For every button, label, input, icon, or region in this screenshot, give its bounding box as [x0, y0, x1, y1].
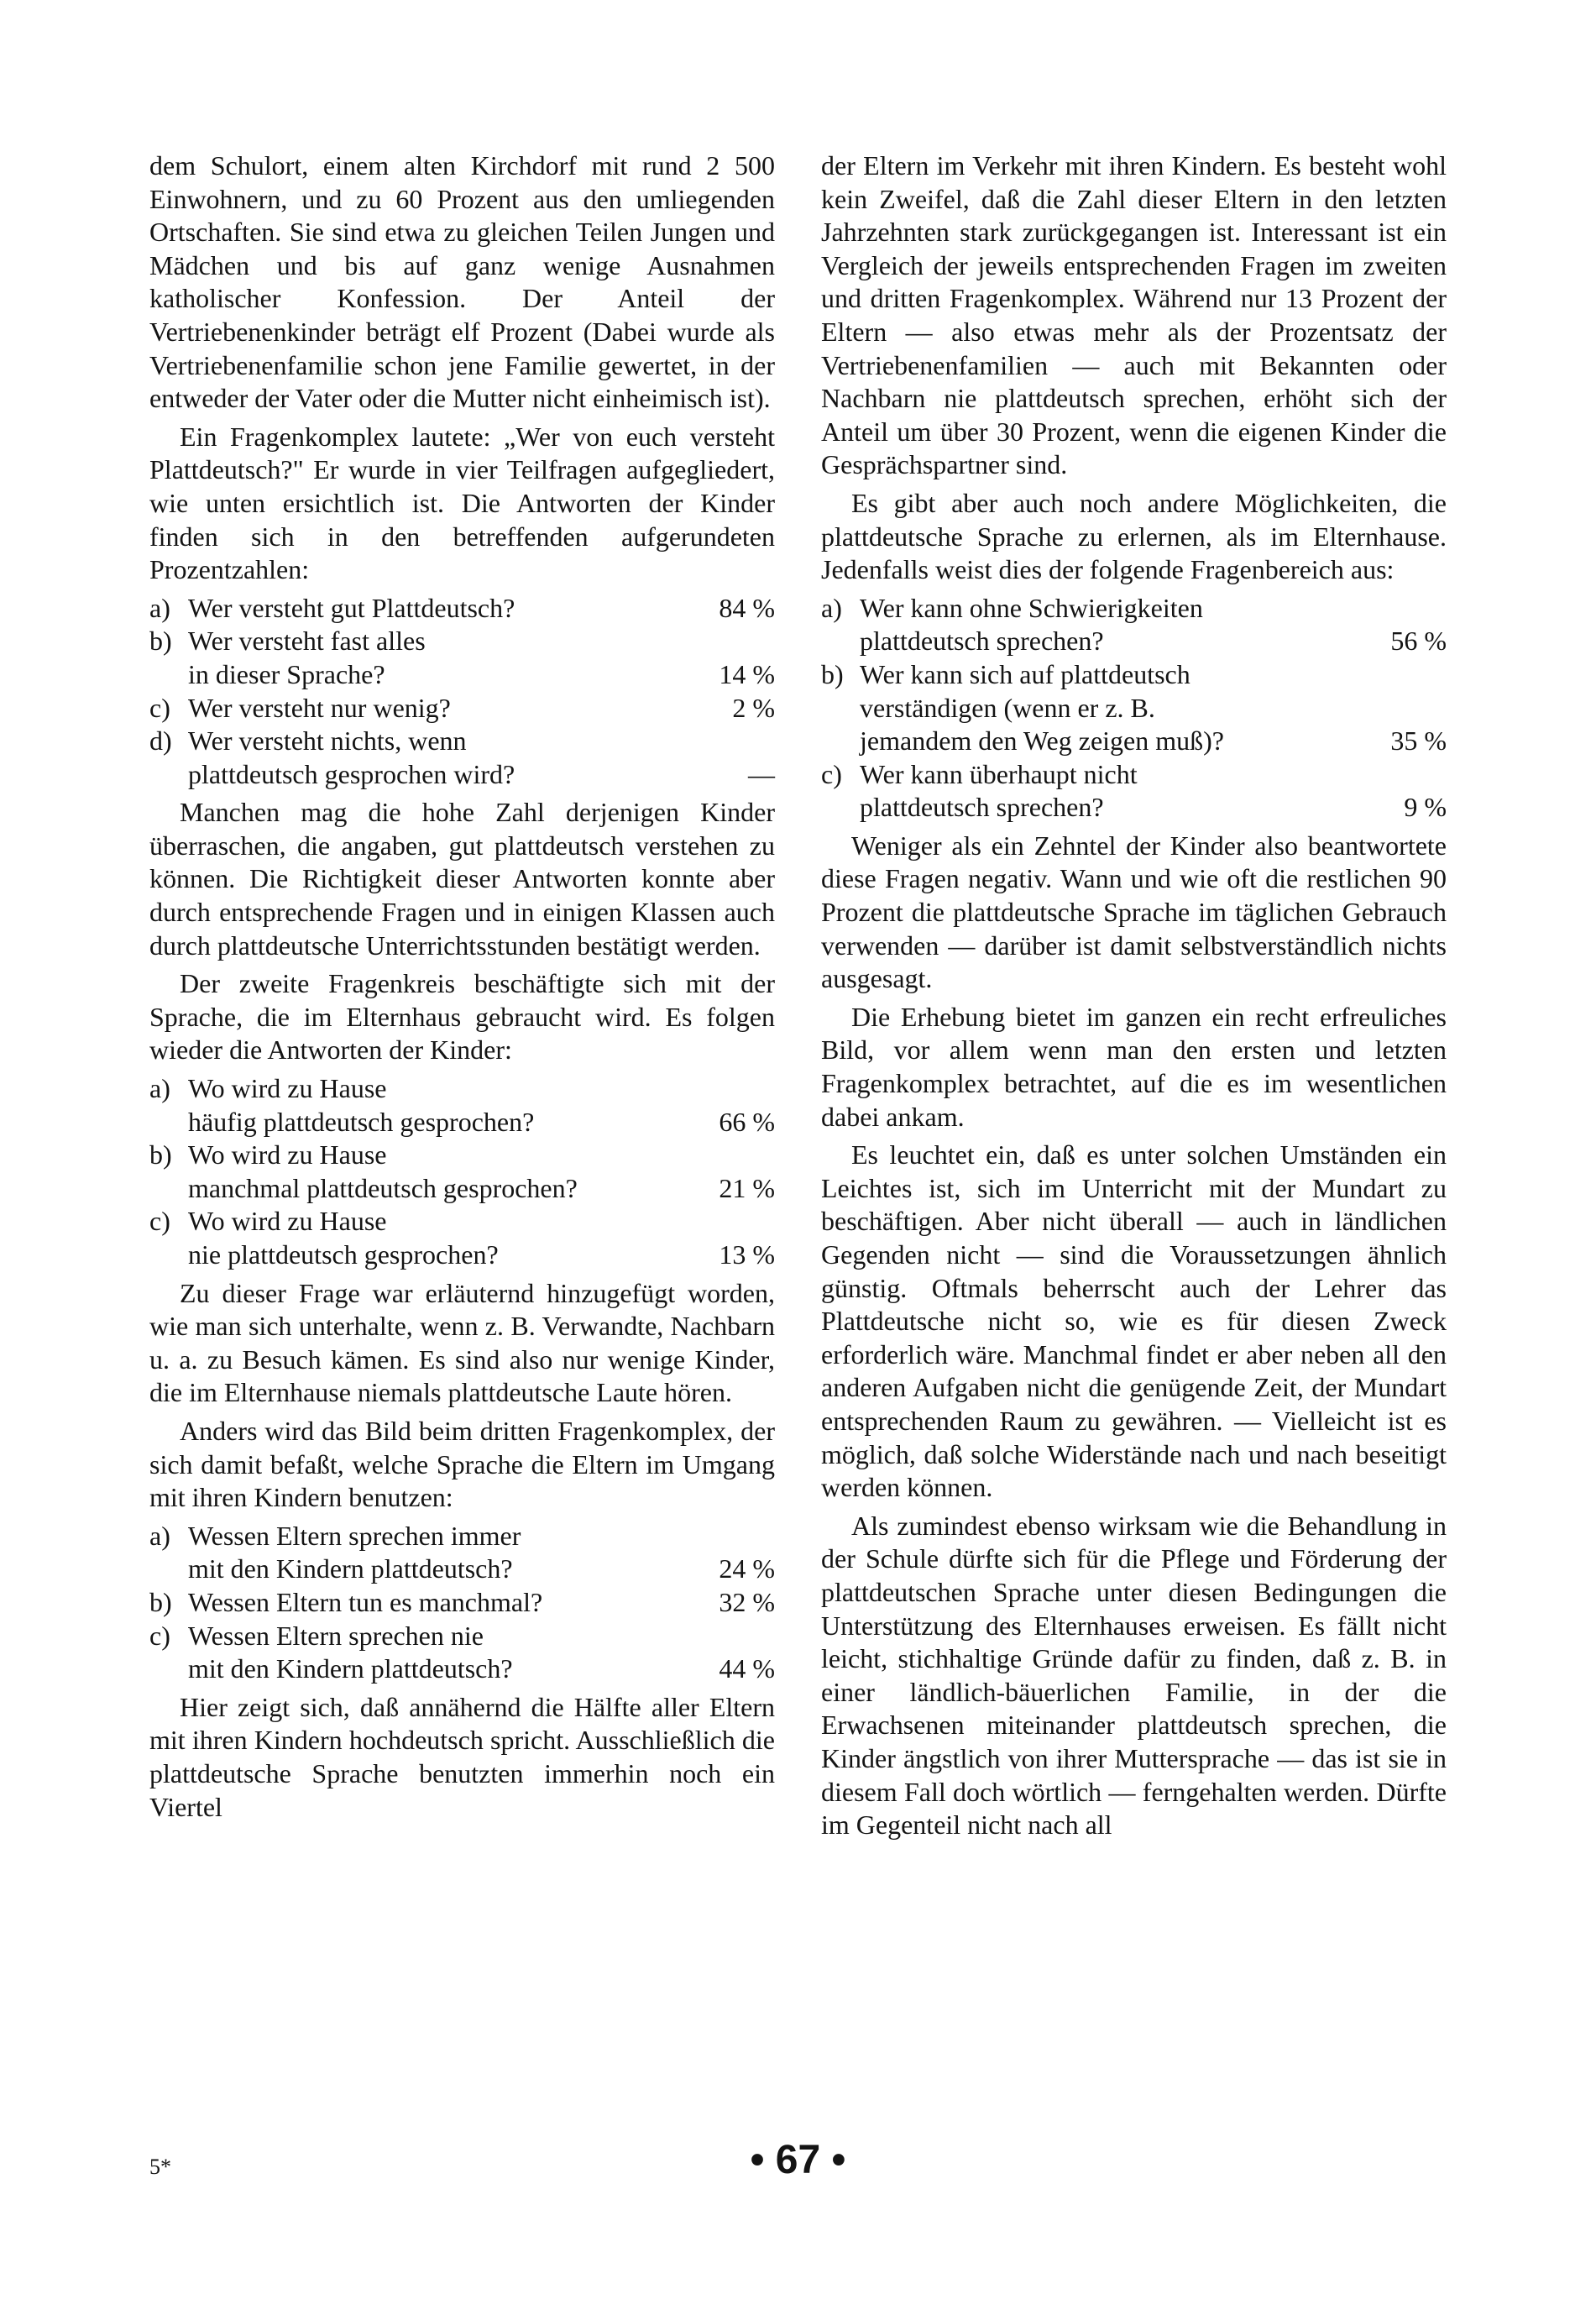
question-list	[149, 592, 775, 792]
paragraph: Der zweite Fragenkreis beschäftigte sich mit der Sprache, die im Elternhaus gebraucht wird. Es folgen wieder die Antworten der Kinder:	[149, 968, 775, 1066]
paragraph: Weniger als ein Zehntel der Kinder also beantwortete diese Fragen negativ. Wann und wie oft die restlichen 90 Prozent die plattdeutsche Sprache im täglichen Gebrauch verwenden — darüber ist damit selbstverständlich nichts ausgesagt.	[821, 830, 1447, 994]
question-text: in dieser Sprache?	[188, 658, 385, 689]
answer-percentage: 56 %	[1390, 626, 1447, 657]
question-letter: a)	[149, 1520, 170, 1551]
question-letter: d)	[149, 725, 172, 757]
paragraph: Es gibt aber auch noch andere Möglichkeiten, die plattdeutsche Sprache zu erlernen, als im Elternhause. Jedenfalls weist dies der folgende Fragenbereich aus:	[821, 487, 1447, 585]
question-letter: a)	[821, 592, 842, 623]
question-text: mit den Kindern plattdeutsch?	[188, 1553, 513, 1584]
answer-percentage: 14 %	[719, 658, 775, 689]
question-letter: b)	[821, 658, 844, 689]
question-item	[149, 1620, 775, 1686]
question-item	[149, 625, 775, 691]
answer-percentage: 66 %	[719, 1106, 775, 1137]
question-letter: b)	[149, 626, 172, 657]
question-list	[149, 1520, 775, 1686]
question-item	[821, 592, 1447, 658]
question-letter: b)	[149, 1139, 172, 1170]
question-text: Wer kann sich auf plattdeutsch	[860, 658, 1190, 689]
question-item	[149, 592, 775, 626]
question-text: plattdeutsch gesprochen wird?	[188, 758, 515, 789]
left-column	[149, 149, 775, 1829]
answer-percentage: —	[748, 758, 775, 789]
question-item	[821, 758, 1447, 825]
question-text: häufig plattdeutsch gesprochen?	[188, 1106, 535, 1137]
answer-percentage: 24 %	[719, 1553, 775, 1584]
question-item	[149, 1520, 775, 1586]
question-text: Wer versteht nichts, wenn	[188, 725, 467, 757]
answer-percentage: 44 %	[719, 1653, 775, 1684]
answer-percentage: 13 %	[719, 1239, 775, 1270]
question-text: Wer versteht nur wenig?	[188, 692, 451, 723]
question-text: mit den Kindern plattdeutsch?	[188, 1653, 513, 1684]
question-text: Wer versteht gut Plattdeutsch?	[188, 592, 515, 623]
question-text: Wer kann überhaupt nicht	[860, 758, 1138, 789]
answer-percentage: 9 %	[1404, 792, 1447, 823]
paragraph: Als zumindest ebenso wirksam wie die Behandlung in der Schule dürfte sich für die Pflege und Förderung der plattdeutschen Sprache unter diesen Bedingungen die Unterstützung des Elternhauses erweisen. Es fällt nicht leicht, stichhaltige Gründe dafür zu finden, daß z. B. in einer ländlich-bäuerlichen Familie, in der die Erwachsenen miteinander plattdeutsch sprechen, die Kinder ängstlich von ihrer Muttersprache — das ist sie in diesem Fall doch wörtlich — ferngehalten werden. Dürfte im Gegenteil nicht nach all	[821, 1510, 1447, 1841]
question-text: manchmal plattdeutsch gesprochen?	[188, 1172, 578, 1203]
question-text: verständigen (wenn er z. B.	[860, 692, 1155, 723]
paragraph: dem Schulort, einem alten Kirchdorf mit rund 2 500 Einwohnern, und zu 60 Prozent aus den umliegenden Ortschaften. Sie sind etwa zu gleichen Teilen Jungen und Mädchen und bis auf ganz wenige Ausnahmen katholischer Konfession. Der Anteil der Vertriebenenkinder beträgt elf Prozent (Dabei wurde als Vertriebenenfamilie schon jene Familie gewertet, in der entweder der Vater oder die Mutter nicht einheimisch ist).	[149, 150, 775, 414]
answer-percentage: 32 %	[719, 1586, 775, 1617]
question-text: Wer versteht fast alles	[188, 626, 426, 657]
question-letter: c)	[149, 692, 170, 723]
paragraph: Manchen mag die hohe Zahl derjenigen Kinder überraschen, die angaben, gut plattdeutsch verstehen zu können. Die Richtigkeit dieser Antworten konnte aber durch entsprechende Fragen und in einigen Klassen auch durch plattdeutsche Unterrichtsstunden bestätigt werden.	[149, 797, 775, 961]
paragraph: Hier zeigt sich, daß annähernd die Hälfte aller Eltern mit ihren Kindern hochdeutsch spricht. Ausschließlich die plattdeutsche Sprache benutzten immerhin noch ein Viertel	[149, 1691, 775, 1822]
question-item	[149, 1139, 775, 1205]
question-text: nie plattdeutsch gesprochen?	[188, 1239, 499, 1270]
paragraph: Ein Fragenkomplex lautete: „Wer von euch versteht Plattdeutsch?" Er wurde in vier Teilfragen aufgegliedert, wie unten ersichtlich ist. Die Antworten der Kinder finden sich in den betreffenden aufgerundeten Prozentzahlen:	[149, 421, 775, 585]
question-list	[149, 1072, 775, 1272]
answer-percentage: 21 %	[719, 1172, 775, 1203]
page-number: • 67 •	[750, 2138, 846, 2182]
right-column	[821, 149, 1447, 1847]
question-item	[149, 1586, 775, 1620]
question-item	[149, 1072, 775, 1139]
question-text: Wer kann ohne Schwierigkeiten	[860, 592, 1203, 623]
question-list	[821, 592, 1447, 825]
paragraph: Zu dieser Frage war erläuternd hinzugefügt worden, wie man sich unterhalte, wenn z. B. Verwandte, Nachbarn u. a. zu Besuch kämen. Es sind also nur wenige Kinder, die im Elternhause niemals plattdeutsche Laute hören.	[149, 1277, 775, 1408]
question-text: plattdeutsch sprechen?	[860, 626, 1104, 657]
question-letter: a)	[149, 1073, 170, 1104]
question-text: plattdeutsch sprechen?	[860, 792, 1104, 823]
question-text: Wo wird zu Hause	[188, 1139, 387, 1170]
paragraph: Anders wird das Bild beim dritten Fragenkomplex, der sich damit befaßt, welche Sprache die Eltern im Umgang mit ihren Kindern benutzen:	[149, 1415, 775, 1513]
question-text: jemandem den Weg zeigen muß)?	[860, 725, 1224, 757]
answer-percentage: 35 %	[1390, 725, 1447, 757]
question-text: Wo wird zu Hause	[188, 1206, 387, 1237]
question-letter: b)	[149, 1586, 172, 1617]
paragraph: Die Erhebung bietet im ganzen ein recht erfreuliches Bild, vor allem wenn man den ersten und letzten Fragenkomplex betrachtet, auf die es im wesentlichen dabei ankam.	[821, 1001, 1447, 1132]
paragraph: Es leuchtet ein, daß es unter solchen Umständen ein Leichtes ist, sich im Unterricht mit der Mundart zu beschäftigen. Aber nicht überall — auch in ländlichen Gegenden nicht — sind die Voraussetzungen ähnlich günstig. Oftmals beherrscht auch der Lehrer das Plattdeutsche nicht so, wie es für diesen Zweck erforderlich wäre. Manchmal findet er aber neben all den anderen Aufgaben nicht die genügende Zeit, der Mundart entsprechenden Raum zu gewähren. — Vielleicht ist es möglich, daß solche Widerstände nach und nach beseitigt werden können.	[821, 1139, 1447, 1503]
answer-percentage: 2 %	[732, 692, 775, 723]
question-item	[149, 692, 775, 725]
question-text: Wessen Eltern tun es manchmal?	[188, 1586, 543, 1617]
question-item	[149, 1205, 775, 1271]
question-text: Wessen Eltern sprechen immer	[188, 1520, 521, 1551]
question-item	[149, 725, 775, 791]
question-letter: c)	[149, 1620, 170, 1651]
question-letter: c)	[821, 758, 842, 789]
question-item	[821, 658, 1447, 758]
signature-mark: 5*	[149, 2155, 171, 2179]
question-text: Wessen Eltern sprechen nie	[188, 1620, 484, 1651]
question-letter: a)	[149, 592, 170, 623]
question-letter: c)	[149, 1206, 170, 1237]
paragraph: der Eltern im Verkehr mit ihren Kindern. Es besteht wohl kein Zweifel, daß die Zahl dieser Eltern in den letzten Jahrzehnten stark zurückgegangen ist. Interessant ist ein Vergleich der jeweils entsprechenden Fragen im zweiten und dritten Fragenkomplex. Während nur 13 Prozent der Eltern — also etwas mehr als der Prozentsatz der Vertriebenenfamilien — auch mit Bekannten oder Nachbarn nie plattdeutsch sprechen, erhöht sich der Anteil um über 30 Prozent, wenn die eigenen Kinder die Gesprächspartner sind.	[821, 150, 1447, 480]
question-text: Wo wird zu Hause	[188, 1073, 387, 1104]
answer-percentage: 84 %	[719, 592, 775, 623]
